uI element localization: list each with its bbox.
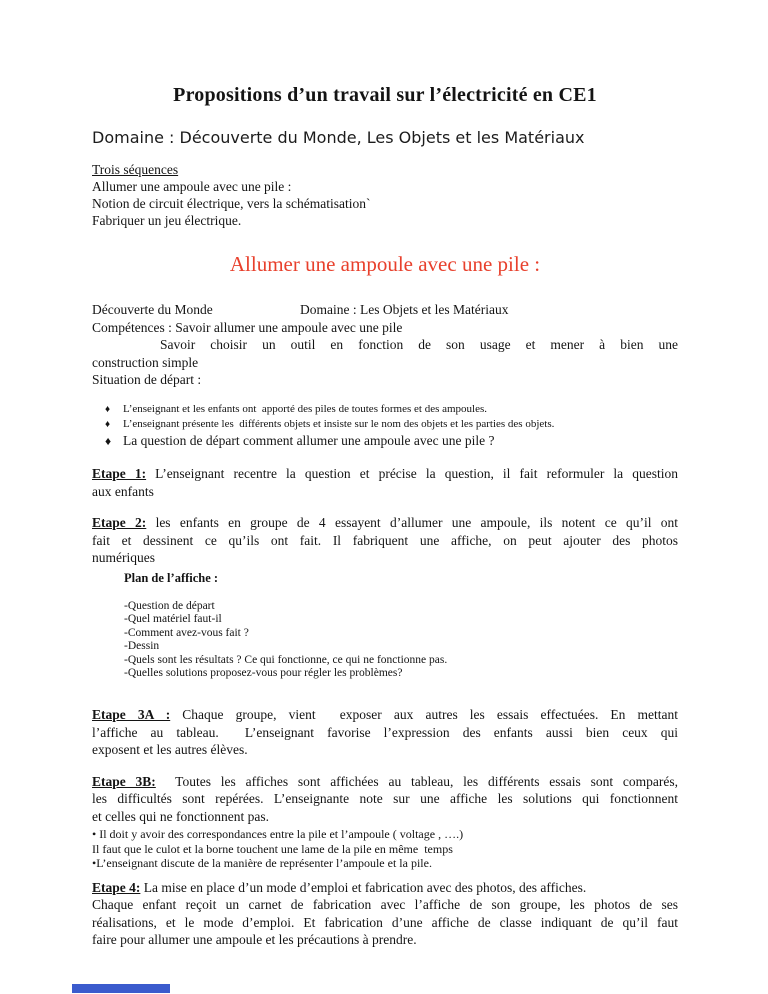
etape2-text: les enfants en groupe de 4 essayent d’allumer une ampoule, ils notent ce qu’il ont bbox=[146, 515, 678, 530]
etape4-line3: réalisations, et le mode d’emploi. Et fabrication d’une affiche de classe indiquant de qu’il faut bbox=[92, 914, 678, 930]
etape4-line1 bbox=[92, 879, 678, 897]
etape4-paragraph bbox=[92, 879, 678, 949]
note-line: Il faut que le culot et la borne touchent une lame de la pile en même temps bbox=[92, 841, 453, 856]
plan-item: -Quelles solutions proposez-vous pour régler les problèmes? bbox=[124, 667, 403, 680]
etape3a-paragraph bbox=[92, 706, 678, 759]
etape3a-line1 bbox=[92, 706, 678, 724]
sequence-line: Allumer une ampoule avec une pile : bbox=[92, 179, 292, 194]
plan-heading: Plan de l’affiche : bbox=[124, 570, 219, 585]
domain-subtitle: Domaine : Découverte du Monde, Les Objets et les Matériaux bbox=[92, 128, 585, 147]
bullet-text: L’enseignant présente les différents objets et insiste sur le nom des objets et les parties des objets. bbox=[123, 418, 555, 430]
bullet-text: La question de départ comment allumer une ampoule avec une pile ? bbox=[123, 432, 495, 448]
diamond-bullet-icon: ♦ bbox=[105, 403, 111, 415]
etape3a-line2: l’affiche au tableau. L’enseignant favorise l’expression des enfants aussi bien ceux qui bbox=[92, 724, 678, 740]
sequences-heading: Trois séquences bbox=[92, 162, 179, 177]
section-heading: Allumer une ampoule avec une pile : bbox=[229, 252, 541, 276]
etape4-label: Etape 4: bbox=[92, 879, 141, 895]
diamond-bullet-icon: ♦ bbox=[105, 433, 112, 448]
etape3b-label: Etape 3B: bbox=[92, 773, 156, 789]
etape2-line3: numériques bbox=[92, 550, 155, 565]
etape2-line1 bbox=[92, 514, 678, 532]
meta-right-label: Domaine : Les Objets et les Matériaux bbox=[300, 302, 509, 317]
etape3b-paragraph bbox=[92, 773, 678, 826]
notes-block bbox=[92, 827, 678, 871]
plan-item: -Quels sont les résultats ? Ce qui fonctionne, ce qui ne fonctionne pas. bbox=[124, 653, 448, 666]
bullet-item bbox=[92, 433, 678, 450]
situation-heading: Situation de départ : bbox=[92, 372, 202, 387]
meta-block bbox=[92, 301, 678, 389]
etape3b-text: Toutes les affiches sont affichées au tableau, les différents essais sont comparés, bbox=[155, 773, 678, 789]
etape1-label: Etape 1: bbox=[92, 466, 147, 481]
plan-item: -Quel matériel faut-il bbox=[124, 613, 222, 626]
page-bottom-bar bbox=[72, 984, 170, 993]
bullet-item bbox=[92, 417, 678, 433]
etape3b-line3: et celles qui ne fonctionnent pas. bbox=[92, 808, 269, 824]
etape4-text: La mise en place d’un mode d’emploi et fabrication avec des photos, des affiches. bbox=[140, 879, 587, 895]
document-content bbox=[92, 0, 678, 949]
page-title: Propositions d’un travail sur l’électricité en CE1 bbox=[173, 84, 597, 106]
etape3a-line3: exposent et les autres élèves. bbox=[92, 742, 248, 758]
competences-line: Compétences : Savoir allumer une ampoule avec une pile bbox=[92, 319, 403, 335]
etape1-line1 bbox=[92, 465, 678, 483]
etape2-paragraph bbox=[92, 514, 678, 567]
plan-item: -Question de départ bbox=[124, 599, 215, 612]
note-line: •L’enseignant discute de la manière de représenter l’ampoule et la pile. bbox=[92, 856, 432, 871]
etape2-label: Etape 2: bbox=[92, 515, 147, 530]
etape4-line4: faire pour allumer une ampoule et les précautions à prendre. bbox=[92, 932, 417, 948]
etape3a-text: Chaque groupe, vient exposer aux autres les essais effectuées. En mettant bbox=[170, 707, 678, 723]
plan-block bbox=[92, 571, 678, 682]
etape3a-label: Etape 3A : bbox=[92, 707, 171, 723]
etape1-paragraph bbox=[92, 465, 678, 500]
diamond-bullet-icon: ♦ bbox=[105, 419, 111, 430]
meta-left-label: Découverte du Monde bbox=[92, 302, 213, 317]
bullet-item bbox=[92, 402, 678, 418]
bullet-text: L’enseignant et les enfants ont apporté des piles de toutes formes et des ampoules. bbox=[123, 402, 488, 415]
note-line: • Il doit y avoir des correspondances entre la pile et l’ampoule ( voltage , ….) bbox=[92, 827, 464, 842]
etape1-line2: aux enfants bbox=[92, 483, 154, 499]
etape4-line2: Chaque enfant reçoit un carnet de fabrication avec l’affiche de son groupe, les photos de ses bbox=[92, 897, 678, 913]
sequence-line: Fabriquer un jeu électrique. bbox=[92, 213, 242, 228]
etape3b-line1 bbox=[92, 773, 678, 791]
situation-bullets bbox=[92, 402, 678, 450]
etape1-text: L’enseignant recentre la question et précise la question, il fait reformuler la question bbox=[146, 466, 678, 481]
competences-wrap-line1: Savoir choisir un outil en fonction de son usage et mener à bien une bbox=[160, 337, 678, 352]
meta-row bbox=[92, 301, 678, 319]
plan-item: -Dessin bbox=[124, 640, 160, 653]
plan-item: -Comment avez-vous fait ? bbox=[124, 626, 249, 639]
plan-items bbox=[124, 600, 678, 682]
competences-wrap-line2: construction simple bbox=[92, 354, 199, 370]
sequence-line: Notion de circuit électrique, vers la schématisation` bbox=[92, 196, 371, 211]
etape2-line2: fait et dessinent ce qu’ils ont fait. Il fabriquent une affiche, on peut ajouter des photos bbox=[92, 532, 678, 548]
etape3b-line2: les difficultés sont repérées. L’enseignante note sur une affiche les solutions qui fonctionnent bbox=[92, 791, 678, 807]
sequences-block bbox=[92, 161, 678, 229]
